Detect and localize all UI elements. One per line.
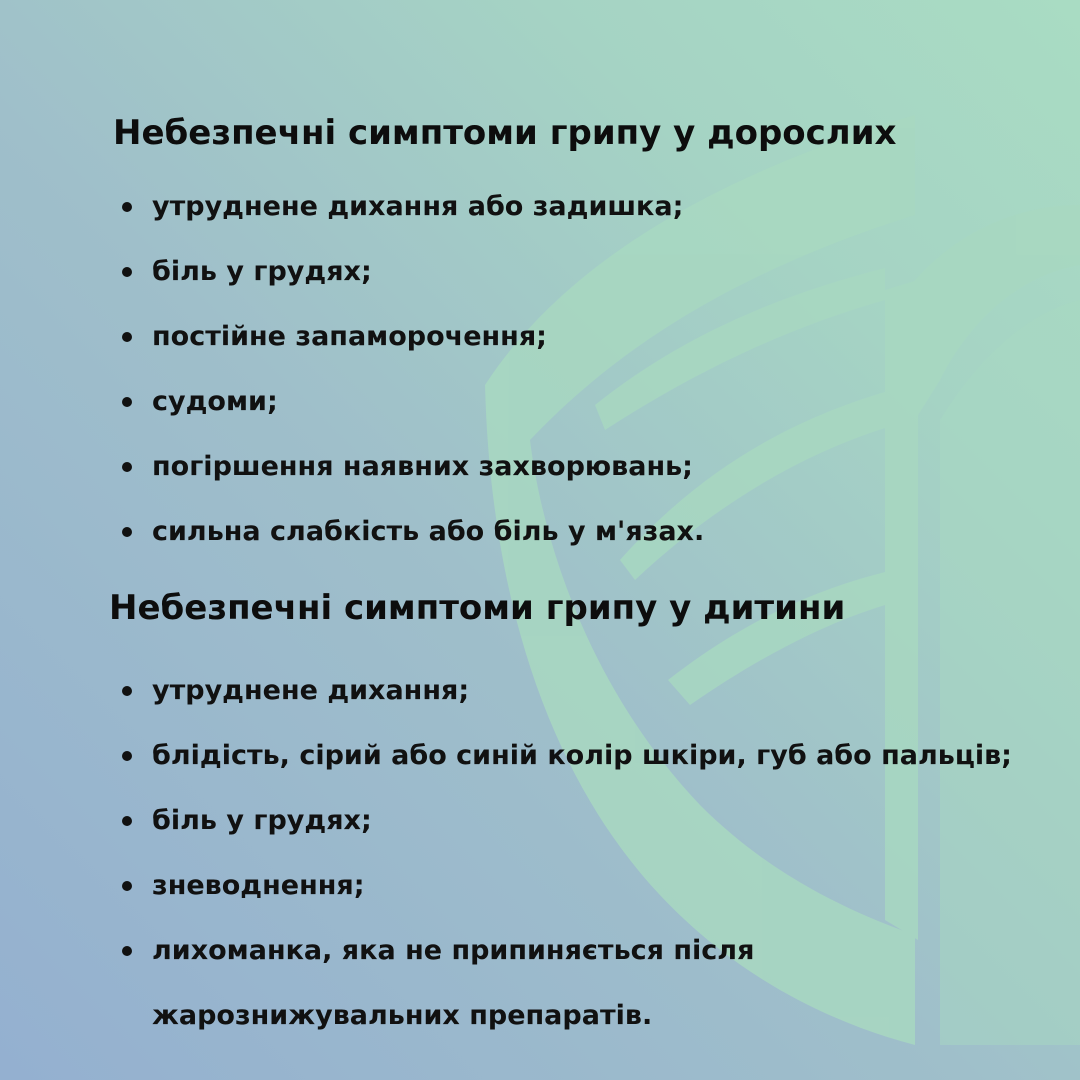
list-item (122, 738, 1012, 774)
list-item-text: утруднене дихання або задишка; (152, 191, 684, 222)
list-item (122, 868, 1012, 904)
bullet-dot-icon (122, 332, 132, 342)
list-item-text: блідість, сірий або синій колір шкіри, губ або пальців; (152, 740, 1012, 771)
list-item (122, 254, 704, 290)
list-item-text: лихоманка, яка не припиняється після (152, 935, 755, 966)
list-item-text-continued: жарознижувальних препаратів. (152, 1000, 653, 1031)
bullet-dot-icon (122, 751, 132, 761)
list-item (122, 514, 704, 550)
heading-children: Небезпечні симптоми грипу у дитини (109, 588, 846, 628)
list-item-text: судоми; (152, 386, 278, 417)
list-item (122, 319, 704, 355)
list-item-text: сильна слабкість або біль у м'язах. (152, 516, 705, 547)
list-item-text: постійне запаморочення; (152, 321, 547, 352)
list-item (122, 933, 1012, 1034)
bullet-dot-icon (122, 202, 132, 212)
bullet-dot-icon (122, 267, 132, 277)
list-item (122, 803, 1012, 839)
heading-adults: Небезпечні симптоми грипу у дорослих (113, 113, 897, 153)
symptom-list-children (122, 673, 1012, 1063)
list-item-text: біль у грудях; (152, 256, 372, 287)
list-item (122, 449, 704, 485)
list-item-text: біль у грудях; (152, 805, 372, 836)
bullet-dot-icon (122, 527, 132, 537)
list-item (122, 189, 704, 225)
list-item-text: зневоднення; (152, 870, 365, 901)
bullet-dot-icon (122, 946, 132, 956)
symptom-list-adults (122, 189, 704, 579)
bullet-dot-icon (122, 686, 132, 696)
bullet-dot-icon (122, 462, 132, 472)
bullet-dot-icon (122, 881, 132, 891)
list-item-text: погіршення наявних захворювань; (152, 451, 693, 482)
bullet-dot-icon (122, 397, 132, 407)
list-item (122, 673, 1012, 709)
list-item-text: утруднене дихання; (152, 675, 470, 706)
list-item (122, 384, 704, 420)
bullet-dot-icon (122, 816, 132, 826)
